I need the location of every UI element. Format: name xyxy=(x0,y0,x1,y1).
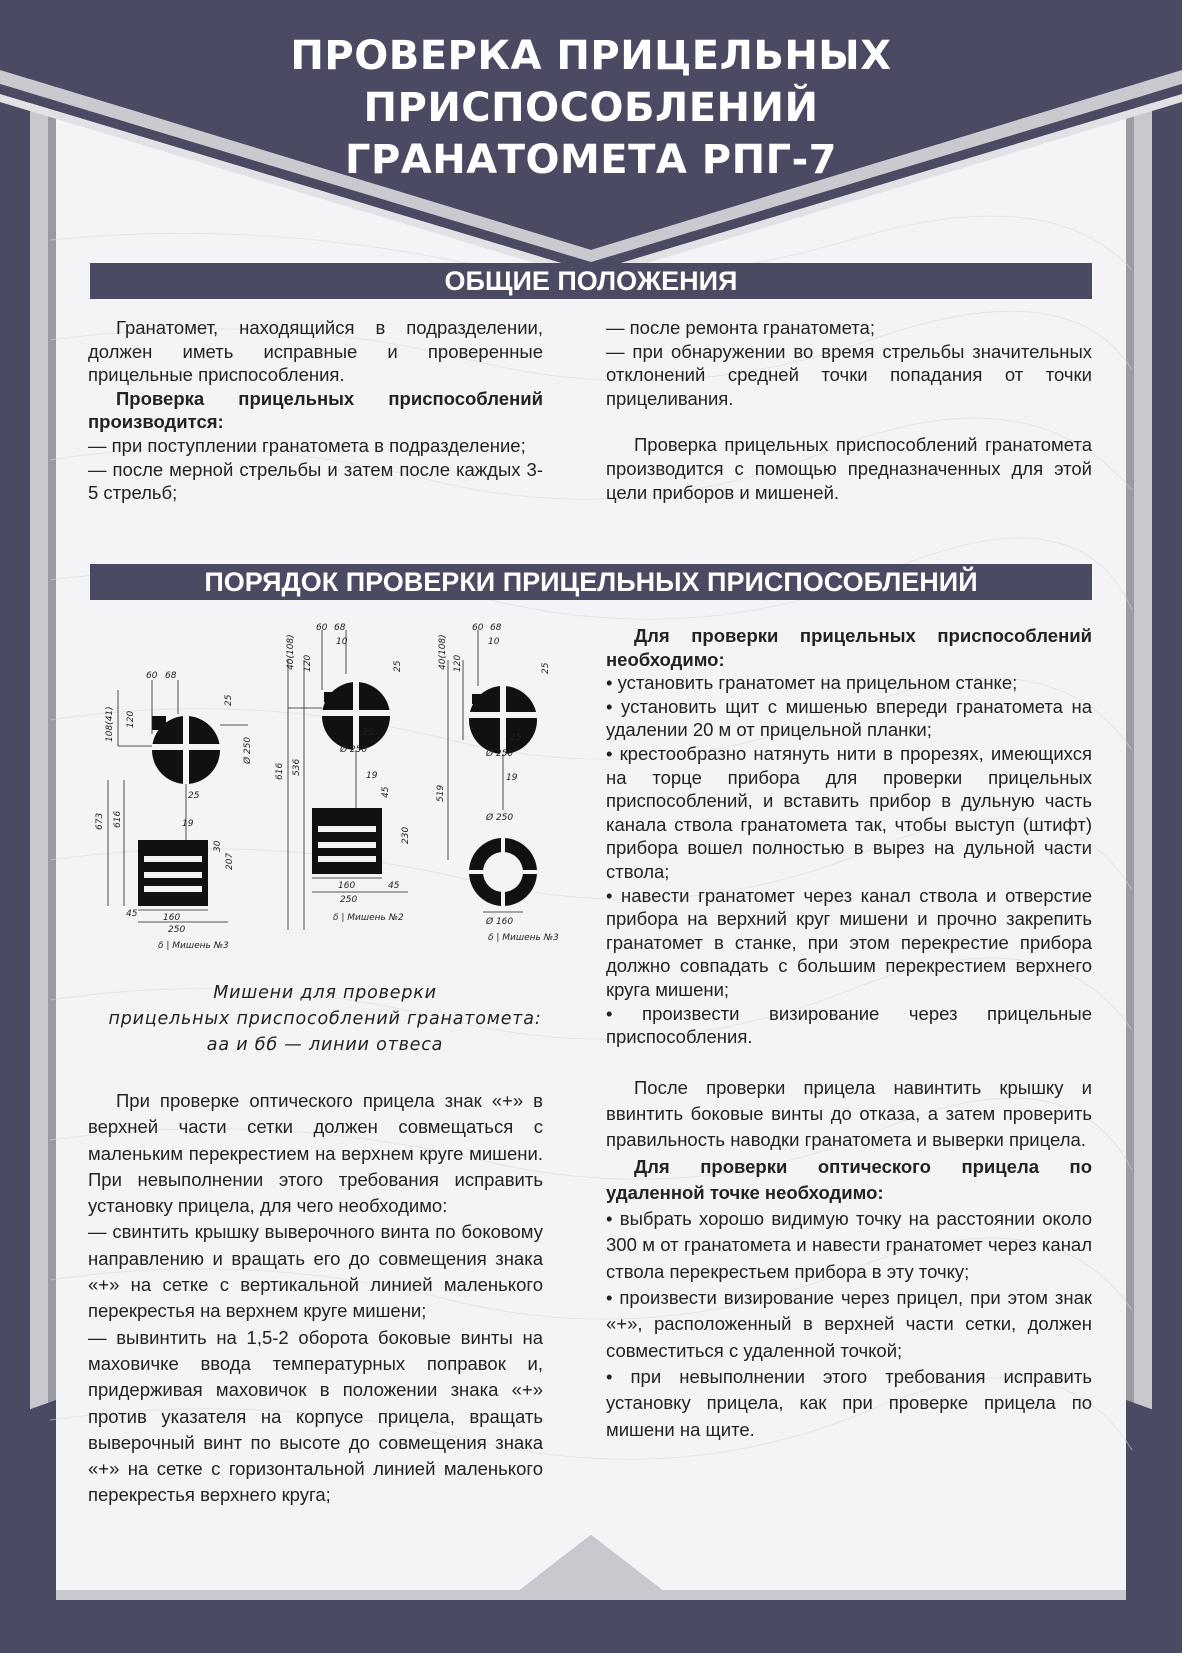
procedure-right-column xyxy=(606,624,1092,1443)
dim-230: 230 xyxy=(401,826,411,844)
procedure-bold-lead-2: Для проверки оптического прицела по удаленной точке необходимо: xyxy=(606,1155,1092,1203)
dim-25-3: 25 xyxy=(541,662,551,674)
general-outro: Проверка прицельных приспособлений гранатомета производится с помощью предназначенных для этой цели приборов и мишеней. xyxy=(606,434,1092,503)
procedure-right-item-5: • произвести визирование через прицельные приспособления. xyxy=(606,1002,1092,1048)
dim-25-2: 25 xyxy=(393,660,403,672)
target-3-label: δ | Мишень №3 xyxy=(488,933,559,943)
procedure-right-item-1: • установить гранатомет на прицельном станке; xyxy=(606,672,1018,694)
diagram-caption xyxy=(100,980,550,1058)
dim-19-3: 19 xyxy=(506,773,518,783)
dim-250-2: Ø 250 xyxy=(340,745,368,755)
dim-536: 536 xyxy=(292,758,302,776)
procedure-right-item-2: • установить щит с мишенью впереди гранатомета на удалении 20 м от прицельной планки; xyxy=(606,695,1092,741)
general-item-3: — после ремонта гранатомета; xyxy=(606,317,875,338)
target-1-label: δ | Мишень №3 xyxy=(158,941,229,951)
general-item-4: — при обнаружении во время стрельбы значительных отклонений средней точки попадания от точки прицеливания. xyxy=(606,340,1092,409)
dim-60-2: 60 xyxy=(316,623,328,633)
dim-108-1: 108(41) xyxy=(105,706,115,742)
dim-616-1: 616 xyxy=(113,810,123,828)
dim-519: 519 xyxy=(436,784,446,802)
procedure-right-item-4: • навести гранатомет через канал ствола и отверстие прибора на верхний круг мишени и прочно закрепить гранатомет в станке, при этом перекрестие прибора должно совпадать с большим перекрестием верхнего круга мишени; xyxy=(606,884,1092,1000)
general-right-column xyxy=(606,316,1092,504)
dim-250-1: Ø 250 xyxy=(243,736,253,764)
dim-160-2: 160 xyxy=(338,881,356,891)
target-1-bottom xyxy=(108,780,228,922)
dim-250-3b: Ø 250 xyxy=(486,813,514,823)
dim-673: 673 xyxy=(95,812,105,830)
procedure-right-item-8: • при невыполнении этого требования исправить установку прицела, как при проверке прицела по мишени на щите. xyxy=(606,1365,1092,1440)
general-item-1: — при поступлении гранатомета в подразделение; xyxy=(88,434,526,456)
dim-207: 207 xyxy=(225,852,235,870)
section-title-procedure: ПОРЯДОК ПРОВЕРКИ ПРИЦЕЛЬНЫХ ПРИСПОСОБЛЕНИЙ xyxy=(90,564,1092,600)
general-bold-lead: Проверка прицельных приспособлений производится: xyxy=(88,387,543,433)
dim-19-1: 19 xyxy=(182,819,194,829)
dim-45-1: 45 xyxy=(126,909,138,919)
procedure-bold-lead-1: Для проверки прицельных приспособлений необходимо: xyxy=(606,625,1092,670)
target-3-bottom xyxy=(469,838,537,912)
procedure-left-column xyxy=(88,1088,543,1509)
dim-68-2: 68 xyxy=(334,623,346,633)
dim-25-1b: 25 xyxy=(188,791,200,801)
dim-25-3b: 25 xyxy=(510,733,522,743)
dim-160-3: Ø 160 xyxy=(486,917,514,927)
section-title-general: ОБЩИЕ ПОЛОЖЕНИЯ xyxy=(90,263,1092,299)
target-2-bottom xyxy=(312,808,408,892)
procedure-left-item-2: — вывинтить на 1,5-2 оборота боковые винты на маховичке ввода температурных поправок и, придерживая маховичок в положении знака «+» против указателя на корпусе прицела, вращать выверочный винт по высоте до совмещения знака «+» на сетке с горизонтальной линией маленького перекрестья верхнего круга; xyxy=(88,1326,543,1506)
caption-line-3: аа и бб — линии отвеса xyxy=(206,1035,444,1055)
dim-250-3: Ø 250 xyxy=(486,749,514,759)
dim-120-2: 120 xyxy=(303,654,313,672)
dim-250-w1: 250 xyxy=(168,925,186,935)
dim-40-2: 40(108) xyxy=(286,634,296,670)
procedure-right-item-6: • выбрать хорошо видимую точку на расстоянии около 300 м от гранатомета и навести гранатомет через канал ствола перекрестьем прибора в эту точку; xyxy=(606,1208,1092,1282)
general-item-2: — после мерной стрельбы и затем после каждых 3-5 стрельб; xyxy=(88,458,543,504)
dim-160-1: 160 xyxy=(163,913,181,923)
procedure-left-intro: При проверке оптического прицела знак «+» в верхней части сетки должен совмещаться с маленьким перекрестием на верхнем круге мишени. При невыполнении этого требования исправить установку прицела, для чего необходимо: xyxy=(88,1090,543,1217)
procedure-right-item-7: • произвести визирование через прицел, при этом знак «+», расположенный в верхней части сетки, должен совместиться с удаленной точкой; xyxy=(606,1287,1092,1361)
dim-10-2: 10 xyxy=(336,637,348,647)
dim-250-w2: 250 xyxy=(340,895,358,905)
dim-60-3: 60 xyxy=(472,623,484,633)
targets-diagram xyxy=(88,623,598,980)
dim-60-1: 60 xyxy=(146,671,158,681)
dim-45-2: 45 xyxy=(381,786,391,798)
dim-68-3: 68 xyxy=(490,623,502,633)
caption-line-1: Мишени для проверки xyxy=(213,983,437,1003)
dim-120-1: 120 xyxy=(126,710,136,728)
dim-40-3: 40(108) xyxy=(438,634,448,670)
dim-68-1: 68 xyxy=(165,671,177,681)
dim-616-2: 616 xyxy=(275,762,285,780)
procedure-left-item-1: — свинтить крышку выверочного винта по боковому направлению и вращать его до совмещения знака «+» на сетке с вертикальной линией маленького перекрестья на верхнем круге мишени; xyxy=(88,1221,543,1322)
dim-25-1: 25 xyxy=(224,694,234,706)
page-title xyxy=(60,30,1122,186)
procedure-right-item-3: • крестообразно натянуть нити в прорезях, имеющихся на торце прибора для проверки прицельных приспособлений, и вставить прибор в дульную часть канала ствола гранатомета так, чтобы выступ (штифт) прибора вошел полностью в вырез на дульной части ствола; xyxy=(606,742,1092,882)
dim-19-2: 19 xyxy=(366,771,378,781)
target-2-label: δ | Мишень №2 xyxy=(333,913,404,923)
caption-line-2: прицельных приспособлений гранатомета: xyxy=(108,1009,542,1029)
dim-25-2b: 25 xyxy=(362,728,374,738)
general-left-column xyxy=(88,316,543,505)
dim-120-3: 120 xyxy=(453,654,463,672)
procedure-after-text: После проверки прицела навинтить крышку и ввинтить боковые винты до отказа, а затем проверить правильность наводки гранатомета и выверки прицела. xyxy=(606,1076,1092,1151)
dim-10-3: 10 xyxy=(488,637,500,647)
dim-30-1: 30 xyxy=(213,840,223,852)
dim-45-2b: 45 xyxy=(388,881,400,891)
title-line-2: ГРАНАТОМЕТА РПГ-7 xyxy=(345,137,837,183)
general-intro: Гранатомет, находящийся в подразделении, должен иметь исправные и проверенные прицельные приспособления. xyxy=(88,317,543,386)
title-line-1: ПРОВЕРКА ПРИЦЕЛЬНЫХ ПРИСПОСОБЛЕНИЙ xyxy=(290,33,892,131)
